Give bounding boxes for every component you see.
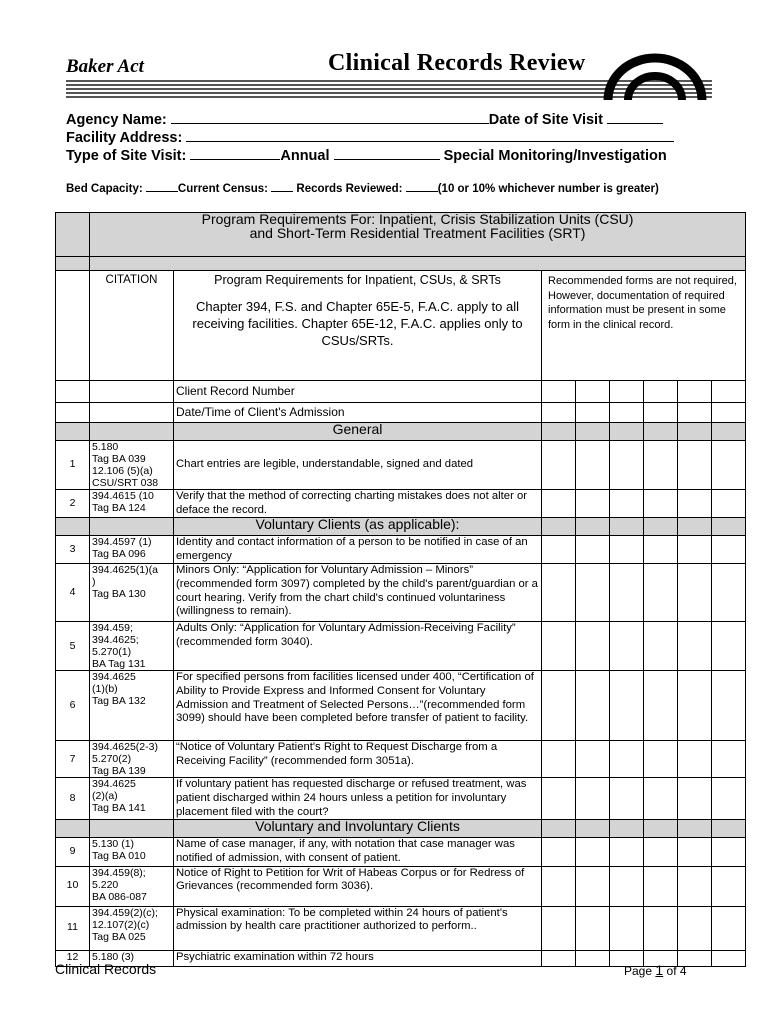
type-label: Type of Site Visit: — [66, 148, 187, 164]
requirement-cell: Psychiatric examination within 72 hours — [174, 950, 542, 966]
review-checkbox-cell[interactable] — [610, 838, 644, 866]
review-checkbox-cell[interactable] — [678, 906, 712, 950]
row-number: 10 — [56, 866, 90, 906]
admission-row — [56, 403, 746, 423]
table-row — [56, 778, 746, 820]
spacer-row — [56, 257, 746, 271]
review-checkbox-cell[interactable] — [542, 741, 576, 778]
review-checkbox-cell[interactable] — [678, 838, 712, 866]
review-checkbox-cell[interactable] — [610, 490, 644, 518]
review-checkbox-cell[interactable] — [542, 906, 576, 950]
review-checkbox-cell[interactable] — [576, 671, 610, 741]
section-title: Voluntary and Involuntary Clients — [174, 820, 542, 838]
citation-cell: 394.4625 (1)(b) Tag BA 132 — [90, 671, 174, 741]
capacity-line — [66, 181, 659, 195]
citation-cell: 394.4625(1)(a ) Tag BA 130 — [90, 564, 174, 622]
review-checkbox-cell[interactable] — [542, 950, 576, 966]
requirement-cell: Identity and contact information of a person to be notified in case of an emergency — [174, 536, 542, 564]
page-header — [0, 0, 770, 110]
table-row — [56, 536, 746, 564]
requirement-cell: Physical examination: To be completed within 24 hours of patient's admission by health care practitioner authorized to perform.. — [174, 906, 542, 950]
row-number: 1 — [56, 441, 90, 490]
citation-cell: 394.459(2)(c); 12.107(2)(c) Tag BA 025 — [90, 906, 174, 950]
annual-label: Annual — [280, 148, 330, 164]
review-checkbox-cell[interactable] — [678, 441, 712, 490]
facility-address-field[interactable] — [186, 128, 674, 142]
review-checkbox-cell[interactable] — [678, 778, 712, 820]
requirement-cell: If voluntary patient has requested discharge or refused treatment, was patient discharged within 24 hours unless a petition for involuntary placement filed with the court? — [174, 778, 542, 820]
review-checkbox-cell[interactable] — [644, 536, 678, 564]
program-title-line-1: Program Requirements For: Inpatient, Crisis Stabilization Units (CSU) — [201, 211, 634, 227]
review-checkbox-cell[interactable] — [542, 564, 576, 622]
row-number: 2 — [56, 490, 90, 518]
agency-label: Agency Name: — [66, 112, 167, 128]
citation-cell: 394.4625 (2)(a) Tag BA 141 — [90, 778, 174, 820]
review-checkbox-cell[interactable] — [576, 622, 610, 671]
review-checkbox-cell[interactable] — [610, 741, 644, 778]
facility-label: Facility Address: — [66, 130, 183, 146]
review-checkbox-cell[interactable] — [712, 490, 746, 518]
citation-cell: 5.130 (1) Tag BA 010 — [90, 838, 174, 866]
review-checkbox-cell[interactable] — [712, 671, 746, 741]
review-checkbox-cell[interactable] — [678, 490, 712, 518]
section-title: General — [174, 423, 542, 441]
review-checkbox-cell[interactable] — [542, 490, 576, 518]
records-note: (10 or 10% whichever number is greater) — [437, 183, 659, 195]
review-checkbox-cell[interactable] — [678, 671, 712, 741]
type-line — [66, 146, 667, 164]
arc-logo-icon — [600, 50, 710, 102]
requirement-cell: Notice of Right to Petition for Writ of Habeas Corpus or for Redress of Grievances (recommended form 3036). — [174, 866, 542, 906]
client-record-label: Client Record Number — [174, 381, 542, 403]
table-row — [56, 671, 746, 741]
table-row — [56, 906, 746, 950]
requirement-cell: “Notice of Voluntary Patient's Right to Request Discharge from a Receiving Facility” (recommended form 3051a). — [174, 741, 542, 778]
review-checkbox-cell[interactable] — [712, 622, 746, 671]
review-checkbox-cell[interactable] — [712, 741, 746, 778]
review-checkbox-cell[interactable] — [576, 906, 610, 950]
client-record-row — [56, 381, 746, 403]
citation-cell: 5.180 Tag BA 039 12.106 (5)(a) CSU/SRT 038 — [90, 441, 174, 490]
footer-title: Clinical Records — [55, 961, 157, 977]
requirement-cell: Minors Only: “Application for Voluntary Admission – Minors” (recommended form 3097) completed by the child's parent/guardian or a court hearing. Verify from the chart child's continued voluntariness (willingness to remain). — [174, 564, 542, 622]
page-title: Clinical Records Review — [328, 50, 586, 76]
row-number: 3 — [56, 536, 90, 564]
review-checkbox-cell[interactable] — [644, 866, 678, 906]
facility-line — [66, 128, 674, 146]
row-number: 5 — [56, 622, 90, 671]
review-checkbox-cell[interactable] — [610, 906, 644, 950]
review-checkbox-cell[interactable] — [542, 622, 576, 671]
review-checkbox-cell[interactable] — [678, 536, 712, 564]
row-number: 11 — [56, 906, 90, 950]
row-number: 6 — [56, 671, 90, 741]
review-checkbox-cell[interactable] — [712, 536, 746, 564]
section-title: Voluntary Clients (as applicable): — [174, 518, 542, 536]
review-checkbox-cell[interactable] — [610, 671, 644, 741]
page-number: Page 1 of 4 — [624, 962, 687, 978]
review-checkbox-cell[interactable] — [712, 564, 746, 622]
review-checkbox-cell[interactable] — [678, 622, 712, 671]
review-checkbox-cell[interactable] — [610, 622, 644, 671]
review-checkbox-cell[interactable] — [542, 536, 576, 564]
review-checkbox-cell[interactable] — [644, 564, 678, 622]
table-row — [56, 622, 746, 671]
program-title-row — [56, 213, 746, 257]
review-checkbox-cell[interactable] — [644, 441, 678, 490]
brand-label: Baker Act — [66, 56, 144, 77]
table-row — [56, 564, 746, 622]
requirement-cell: Name of case manager, if any, with notation that case manager was notified of admission, with consent of patient. — [174, 838, 542, 866]
review-checkbox-cell[interactable] — [644, 490, 678, 518]
table-row — [56, 441, 746, 490]
program-title-line-2: and Short-Term Residential Treatment Facilities (SRT) — [249, 224, 586, 241]
row-number: 8 — [56, 778, 90, 820]
requirement-cell: Adults Only: “Application for Voluntary Admission-Receiving Facility” (recommended form 3040). — [174, 622, 542, 671]
review-checkbox-cell[interactable] — [576, 778, 610, 820]
admission-label: Date/Time of Client's Admission — [174, 403, 542, 423]
review-checkbox-cell[interactable] — [644, 778, 678, 820]
review-checkbox-cell[interactable] — [542, 778, 576, 820]
review-checkbox-cell[interactable] — [712, 866, 746, 906]
review-checkbox-cell[interactable] — [712, 906, 746, 950]
column-header-row — [56, 271, 746, 381]
review-checkbox-cell[interactable] — [644, 741, 678, 778]
review-checkbox-cell[interactable] — [610, 536, 644, 564]
table-row — [56, 490, 746, 518]
table-row — [56, 838, 746, 866]
review-checkbox-cell[interactable] — [610, 778, 644, 820]
citation-cell: 394.4625(2-3) 5.270(2) Tag BA 139 — [90, 741, 174, 778]
table-row — [56, 866, 746, 906]
special-label: Special Monitoring/Investigation — [443, 148, 667, 164]
citation-cell: 394.4615 (10 Tag BA 124 — [90, 490, 174, 518]
req-header: Program Requirements for Inpatient, CSUs, & SRTs — [214, 273, 501, 287]
review-checkbox-cell[interactable] — [576, 741, 610, 778]
requirement-cell: Verify that the method of correcting charting mistakes does not alter or deface the record. — [174, 490, 542, 518]
section-header-vol-invol — [56, 820, 746, 838]
requirement-cell: For specified persons from facilities licensed under 400, “Certification of Ability to Provide Express and Informed Consent for Voluntary Admission and Treatment of Selected Persons…”(recommended form 3099) should have been completed before transfer of patient to facility. — [174, 671, 542, 741]
review-checkbox-cell[interactable] — [576, 564, 610, 622]
citation-cell: 394.459; 394.4625; 5.270(1) BA Tag 131 — [90, 622, 174, 671]
census-field[interactable] — [271, 181, 293, 192]
row-number: 9 — [56, 838, 90, 866]
review-checkbox-cell[interactable] — [678, 866, 712, 906]
records-label: Records Reviewed: — [296, 183, 403, 195]
review-checkbox-cell[interactable] — [644, 622, 678, 671]
review-checkbox-cell[interactable] — [712, 778, 746, 820]
review-checkbox-cell[interactable] — [610, 866, 644, 906]
row-number: 7 — [56, 741, 90, 778]
review-checkbox-cell[interactable] — [576, 536, 610, 564]
requirements-table — [55, 212, 746, 967]
review-checkbox-cell[interactable] — [542, 441, 576, 490]
review-checkbox-cell[interactable] — [576, 441, 610, 490]
review-checkbox-cell[interactable] — [542, 866, 576, 906]
forms-note: Recommended forms are not required, However, documentation of required information must be present in some form in the clinical record. — [542, 271, 746, 381]
annual-field[interactable] — [190, 146, 280, 160]
review-checkbox-cell[interactable] — [542, 838, 576, 866]
review-checkbox-cell[interactable] — [644, 671, 678, 741]
citation-cell: 5.180 (3) — [90, 950, 174, 966]
row-number: 4 — [56, 564, 90, 622]
review-checkbox-cell[interactable] — [678, 741, 712, 778]
bed-label: Bed Capacity: — [66, 183, 143, 195]
review-checkbox-cell[interactable] — [712, 838, 746, 866]
date-label: Date of Site Visit — [488, 112, 603, 128]
agency-line — [66, 110, 663, 128]
requirement-cell: Chart entries are legible, understandable, signed and dated — [174, 441, 542, 490]
review-checkbox-cell[interactable] — [576, 866, 610, 906]
review-checkbox-cell[interactable] — [610, 564, 644, 622]
bed-capacity-field[interactable] — [146, 181, 178, 192]
review-checkbox-cell[interactable] — [610, 441, 644, 490]
citation-header: CITATION — [90, 271, 174, 381]
citation-cell: 394.4597 (1) Tag BA 096 — [90, 536, 174, 564]
review-checkbox-cell[interactable] — [576, 950, 610, 966]
req-subheader: Chapter 394, F.S. and Chapter 65E-5, F.A.C. apply to all receiving facilities. Chapter 65E-12, F.A.C. applies only to CSUs/SRTs. — [192, 298, 523, 348]
citation-cell: 394.459(8); 5.220 BA 086-087 — [90, 866, 174, 906]
review-checkbox-cell[interactable] — [678, 564, 712, 622]
review-checkbox-cell[interactable] — [712, 950, 746, 966]
census-label: Current Census: — [177, 183, 268, 195]
review-checkbox-cell[interactable] — [576, 490, 610, 518]
table-row — [56, 741, 746, 778]
review-checkbox-cell[interactable] — [644, 906, 678, 950]
review-checkbox-cell[interactable] — [644, 838, 678, 866]
agency-name-field[interactable] — [171, 110, 489, 124]
review-checkbox-cell[interactable] — [712, 441, 746, 490]
review-checkbox-cell[interactable] — [576, 838, 610, 866]
date-field[interactable] — [607, 110, 663, 124]
special-field[interactable] — [334, 146, 440, 160]
row-number: 12 — [56, 950, 90, 966]
review-checkbox-cell[interactable] — [542, 671, 576, 741]
section-header-voluntary — [56, 518, 746, 536]
section-header-general — [56, 423, 746, 441]
records-field[interactable] — [406, 181, 438, 192]
